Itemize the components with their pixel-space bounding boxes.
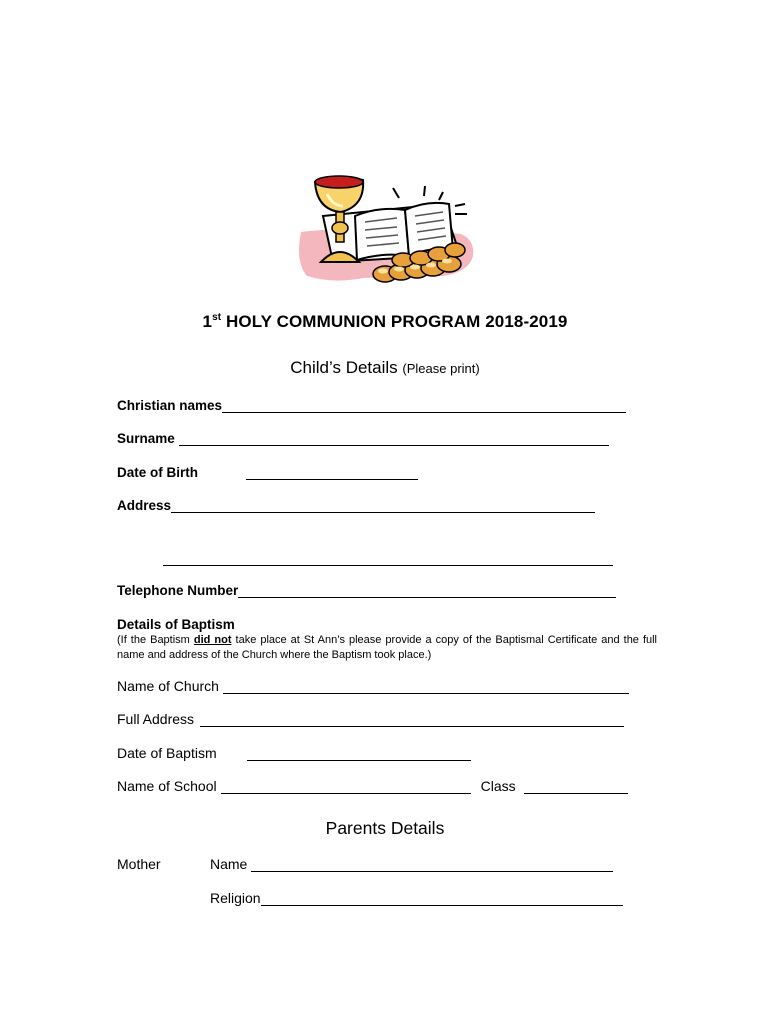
address-row: Address	[117, 498, 595, 513]
baptism-date-row: Date of Baptism	[117, 745, 471, 761]
telephone-field[interactable]	[238, 585, 616, 598]
dob-field[interactable]	[246, 467, 418, 480]
mother-name-row: Mother Name	[117, 856, 613, 872]
school-row: Name of School Class	[117, 778, 628, 794]
baptism-heading: Details of Baptism	[117, 617, 235, 632]
christian-names-row: Christian names	[117, 398, 626, 413]
chalice-bible-bread-icon	[293, 172, 479, 290]
full-address-row: Full Address	[117, 711, 624, 727]
page-title: 1st HOLY COMMUNION PROGRAM 2018-2019	[202, 312, 568, 331]
school-name-field[interactable]	[221, 781, 471, 794]
mother-religion-field[interactable]	[261, 893, 623, 906]
surname-row: Surname	[117, 431, 609, 446]
class-field[interactable]	[524, 781, 628, 794]
church-name-field[interactable]	[223, 681, 629, 694]
childs-details-heading: Child’s Details (Please print)	[290, 358, 480, 377]
church-row: Name of Church	[117, 678, 629, 694]
surname-field[interactable]	[179, 433, 609, 446]
church-address-field[interactable]	[200, 714, 624, 727]
telephone-row: Telephone Number	[117, 583, 616, 598]
parents-details-heading: Parents Details	[325, 818, 445, 838]
dob-row: Date of Birth	[117, 465, 418, 480]
mother-name-field[interactable]	[251, 859, 613, 872]
address-field-line1[interactable]	[171, 500, 595, 513]
baptism-note: (If the Baptism did not take place at St Ann’s please provide a copy of the Baptismal Certificate and the full name and address of the Church where the Baptism took place.)	[117, 634, 658, 661]
christian-names-field[interactable]	[222, 400, 626, 413]
baptism-date-field[interactable]	[247, 748, 471, 761]
please-print-note: (Please print)	[402, 361, 480, 376]
mother-religion-row: Religion	[210, 890, 623, 906]
address-field-line2[interactable]	[163, 553, 613, 566]
